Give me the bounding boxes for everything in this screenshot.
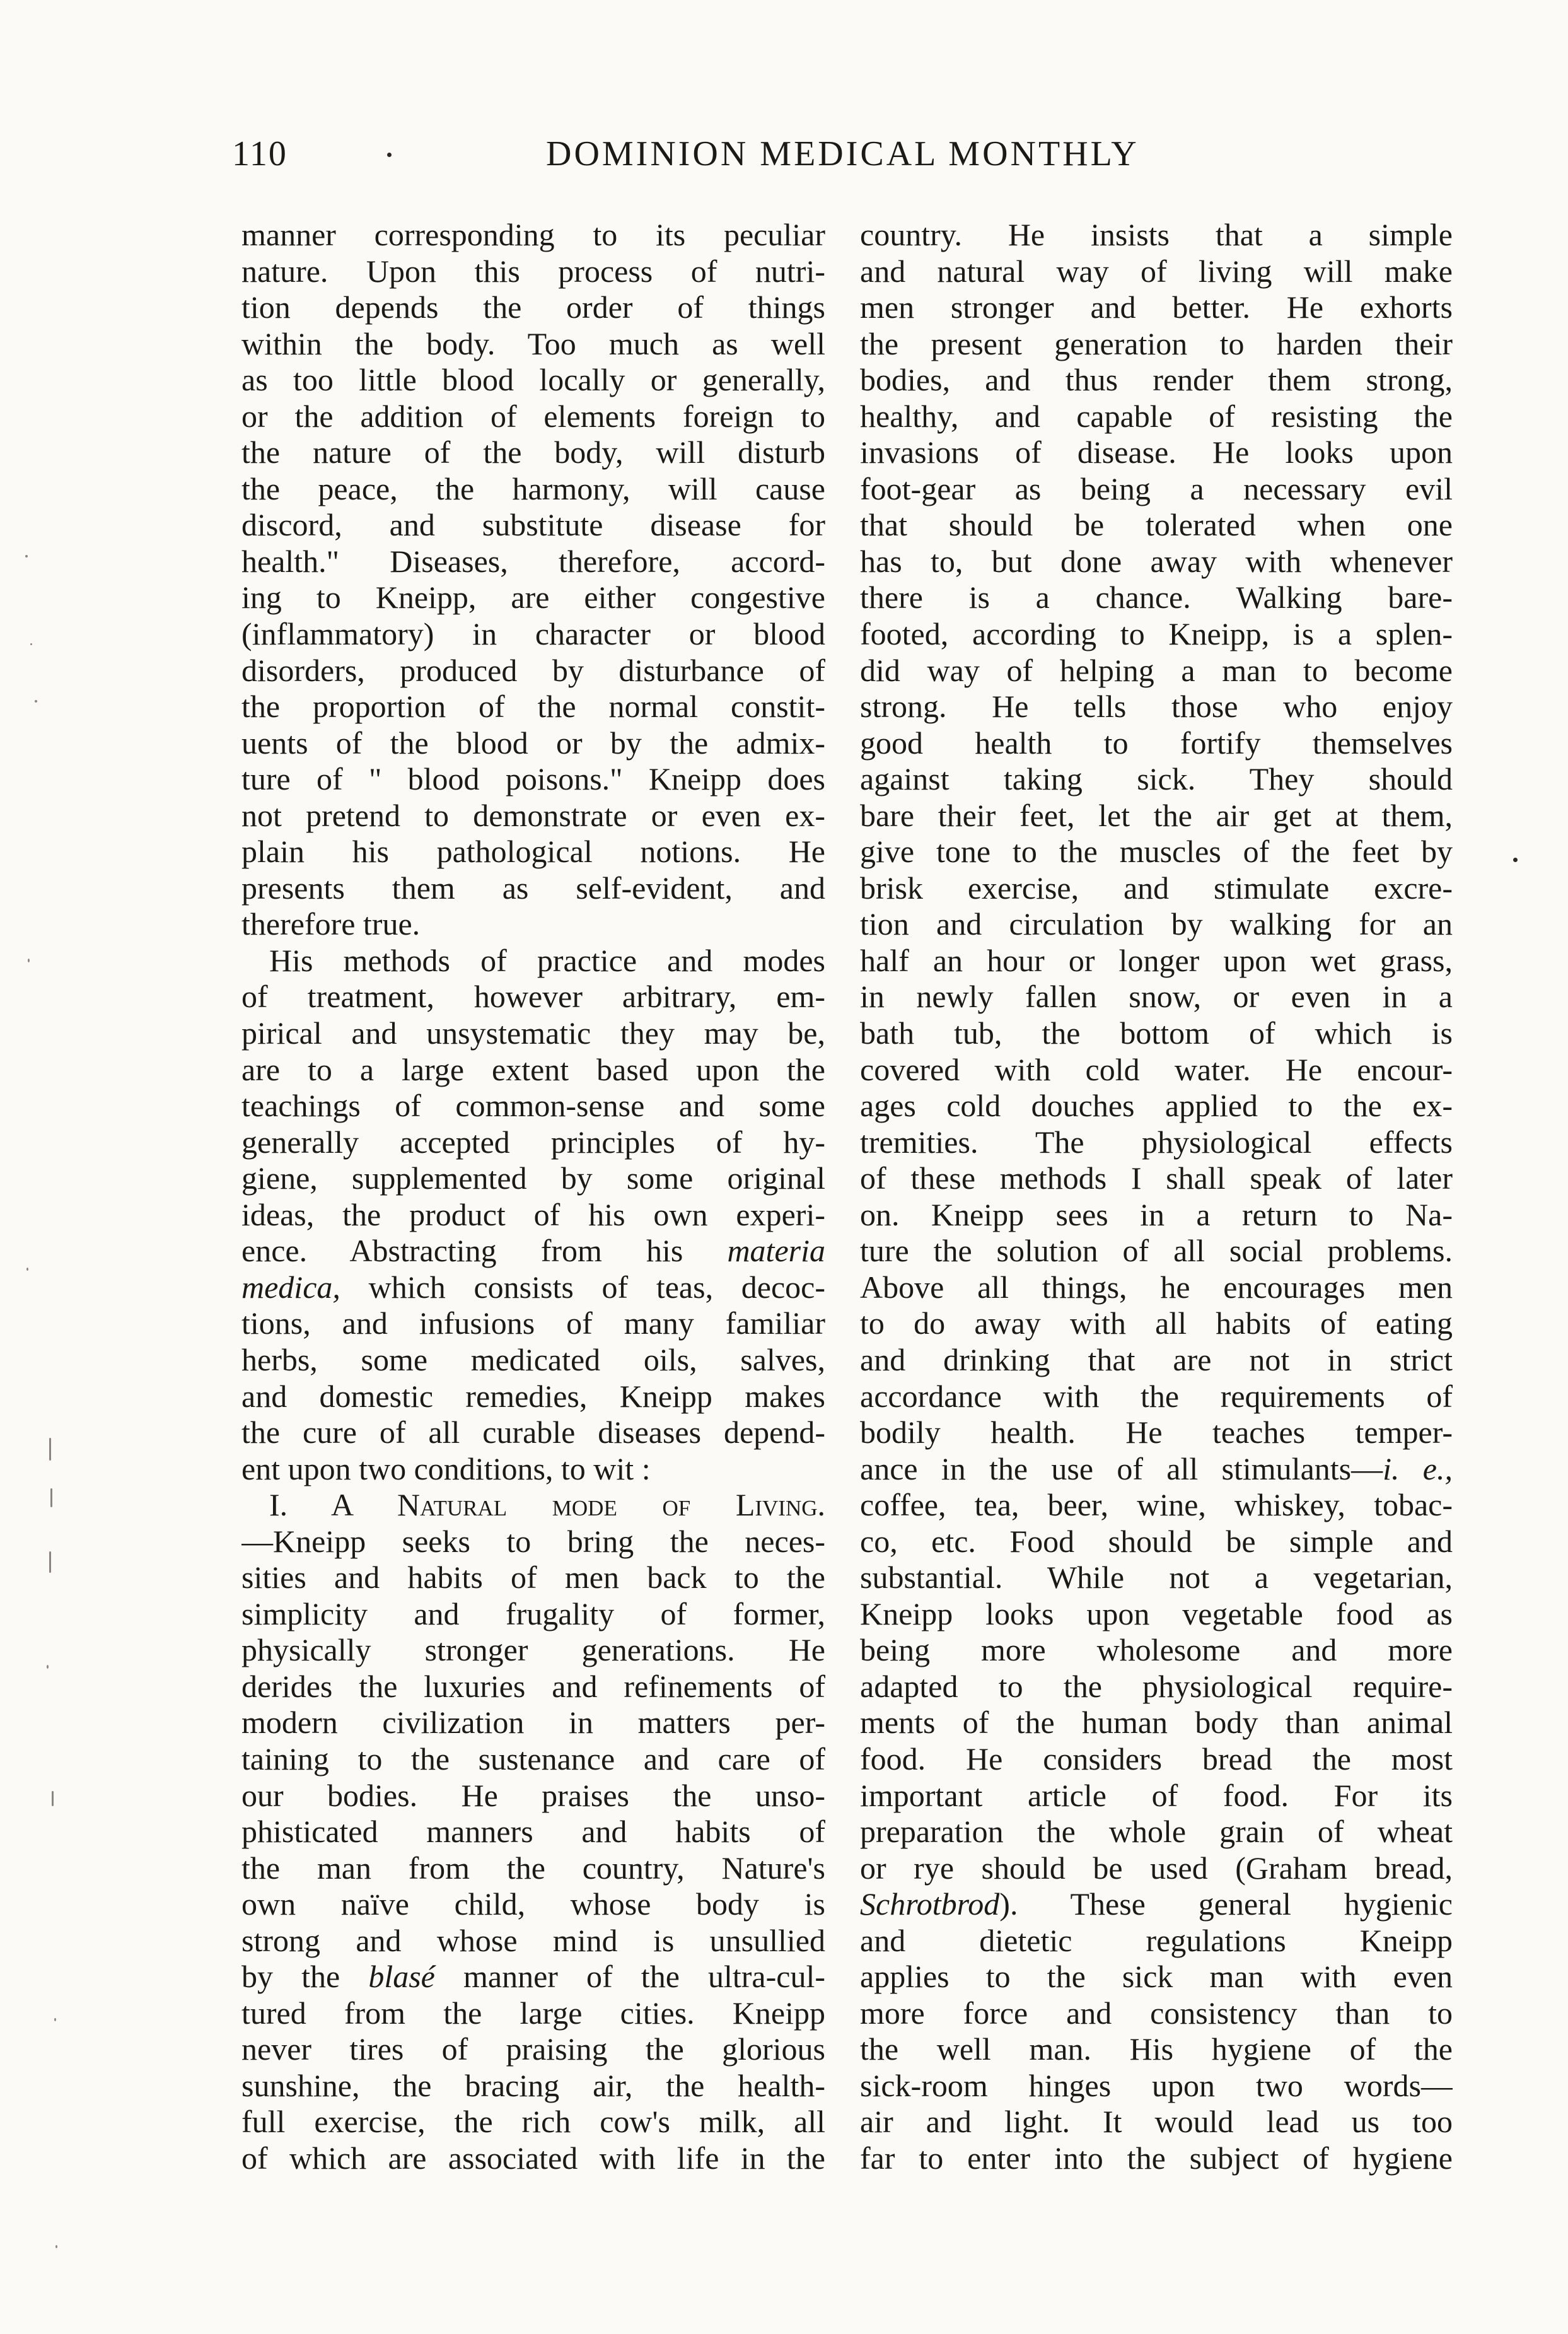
text-line: uents of the blood or by the admix- bbox=[241, 725, 825, 761]
text-line: footed, according to Kneipp, is a splen- bbox=[860, 616, 1453, 652]
text-line: giene, supplemented by some original bbox=[241, 1160, 825, 1196]
text-line: disorders, produced by disturbance of bbox=[241, 652, 825, 688]
text-line: presents them as self-evident, and bbox=[241, 870, 825, 906]
text-line: ance in the use of all stimulants—i. e., bbox=[860, 1450, 1453, 1486]
text-line: good health to fortify themselves bbox=[860, 725, 1453, 761]
text-line: discord, and substitute disease for bbox=[241, 507, 825, 543]
right-column bbox=[860, 217, 1453, 2177]
text-line: the cure of all curable diseases depend- bbox=[241, 1415, 825, 1450]
text-line: —Kneipp seeks to bring the neces- bbox=[241, 1523, 825, 1559]
speck bbox=[49, 1551, 51, 1573]
text-line: our bodies. He praises the unso- bbox=[241, 1777, 825, 1813]
text-line: there is a chance. Walking bare- bbox=[860, 580, 1453, 616]
text-line: ent upon two conditions, to wit : bbox=[241, 1450, 651, 1486]
text-line: tured from the large cities. Kneipp bbox=[241, 1995, 825, 2031]
text-line: or rye should be used (Graham bread, bbox=[860, 1850, 1453, 1886]
text-line: the well man. His hygiene of the bbox=[860, 2031, 1453, 2067]
text-line: ture the solution of all social problems. bbox=[860, 1233, 1453, 1269]
text-line: the nature of the body, will disturb bbox=[241, 435, 825, 470]
text-line: strong and whose mind is unsullied bbox=[241, 1922, 825, 1958]
text-line: sities and habits of men back to the bbox=[241, 1560, 825, 1596]
text-line: tion depends the order of things bbox=[241, 289, 825, 325]
text-line: being more wholesome and more bbox=[860, 1632, 1453, 1668]
text-line: co, etc. Food should be simple and bbox=[860, 1523, 1453, 1559]
stray-mark bbox=[1513, 858, 1518, 862]
text-line: ages cold douches applied to the ex- bbox=[860, 1088, 1453, 1124]
text-line: Schrotbrod). These general hygienic bbox=[860, 1886, 1453, 1922]
text-line: on. Kneipp sees in a return to Na- bbox=[860, 1196, 1453, 1232]
text-line: substantial. While not a vegetarian, bbox=[860, 1560, 1453, 1596]
text-line: therefore true. bbox=[241, 906, 421, 942]
text-line: and drinking that are not in strict bbox=[860, 1341, 1453, 1377]
text-line: the present generation to harden their bbox=[860, 325, 1453, 361]
text-line: (inflammatory) in character or blood bbox=[241, 616, 825, 652]
text-line: or the addition of elements foreign to bbox=[241, 398, 825, 434]
text-line: taining to the sustenance and care of bbox=[241, 1741, 825, 1777]
text-line: ence. Abstracting from his materia bbox=[241, 1233, 825, 1269]
text-line: covered with cold water. He encour- bbox=[860, 1051, 1453, 1087]
ornament-dot bbox=[387, 153, 392, 157]
text-line: never tires of praising the glorious bbox=[241, 2031, 825, 2067]
text-line: has to, but done away with whenever bbox=[860, 543, 1453, 579]
text-line: important article of food. For its bbox=[860, 1777, 1453, 1813]
text-line: as too little blood locally or generally, bbox=[241, 362, 825, 398]
text-line: I. A Natural mode of Living. bbox=[269, 1487, 825, 1523]
text-line: more force and consistency than to bbox=[860, 1995, 1453, 2031]
text-line: give tone to the muscles of the feet by bbox=[860, 834, 1453, 870]
text-line: medica, which consists of teas, decoc- bbox=[241, 1269, 825, 1305]
text-line: tions, and infusions of many familiar bbox=[241, 1305, 825, 1341]
text-line: are to a large extent based upon the bbox=[241, 1051, 825, 1087]
text-line: His methods of practice and modes bbox=[269, 942, 825, 978]
text-line: simplicity and frugality of former, bbox=[241, 1596, 825, 1631]
text-line: health." Diseases, therefore, accord- bbox=[241, 543, 825, 579]
speck bbox=[28, 959, 30, 962]
text-line: bodies, and thus render them strong, bbox=[860, 362, 1453, 398]
speck bbox=[47, 1665, 49, 1669]
page-number: 110 bbox=[232, 134, 287, 173]
text-line: teachings of common-sense and some bbox=[241, 1088, 825, 1124]
text-line: healthy, and capable of resisting the bbox=[860, 398, 1453, 434]
text-line: in newly fallen snow, or even in a bbox=[860, 979, 1453, 1015]
text-line: modern civilization in matters per- bbox=[241, 1705, 825, 1741]
text-line: that should be tolerated when one bbox=[860, 507, 1453, 543]
text-line: the peace, the harmony, will cause bbox=[241, 470, 825, 506]
text-line: men stronger and better. He exhorts bbox=[860, 289, 1453, 325]
text-line: and dietetic regulations Kneipp bbox=[860, 1922, 1453, 1958]
text-line: derides the luxuries and refinements of bbox=[241, 1668, 825, 1704]
text-line: of which are associated with life in the bbox=[241, 2140, 825, 2176]
text-line: the proportion of the normal constit- bbox=[241, 689, 825, 725]
text-line: ments of the human body than animal bbox=[860, 1705, 1453, 1741]
speck bbox=[26, 1268, 28, 1271]
text-line: preparation the whole grain of wheat bbox=[860, 1814, 1453, 1850]
text-line: the man from the country, Nature's bbox=[241, 1850, 825, 1886]
text-line: invasions of disease. He looks upon bbox=[860, 435, 1453, 470]
speck bbox=[25, 555, 28, 557]
text-line: manner corresponding to its peculiar bbox=[241, 217, 825, 252]
text-line: generally accepted principles of hy- bbox=[241, 1124, 825, 1160]
text-line: bath tub, the bottom of which is bbox=[860, 1015, 1453, 1051]
text-line: tion and circulation by walking for an bbox=[860, 906, 1453, 942]
speck bbox=[54, 2018, 56, 2021]
text-line: against taking sick. They should bbox=[860, 761, 1453, 797]
text-line: ing to Kneipp, are either congestive bbox=[241, 580, 825, 616]
speck bbox=[52, 1791, 54, 1806]
text-line: phisticated manners and habits of bbox=[241, 1814, 825, 1850]
running-head bbox=[0, 134, 1568, 190]
text-line: food. He considers bread the most bbox=[860, 1741, 1453, 1777]
speck bbox=[35, 700, 37, 703]
text-line: plain his pathological notions. He bbox=[241, 834, 825, 870]
text-line: herbs, some medicated oils, salves, bbox=[241, 1341, 825, 1377]
left-column bbox=[241, 217, 825, 2177]
text-line: own naïve child, whose body is bbox=[241, 1886, 825, 1922]
text-line: accordance with the requirements of bbox=[860, 1378, 1453, 1414]
text-line: of these methods I shall speak of later bbox=[860, 1160, 1453, 1196]
text-line: within the body. Too much as well bbox=[241, 325, 825, 361]
text-line: foot-gear as being a necessary evil bbox=[860, 470, 1453, 506]
text-line: applies to the sick man with even bbox=[860, 1959, 1453, 1995]
speck bbox=[49, 1438, 51, 1461]
text-line: of treatment, however arbitrary, em- bbox=[241, 979, 825, 1015]
speck bbox=[55, 2245, 57, 2248]
text-line: and domestic remedies, Kneipp makes bbox=[241, 1378, 825, 1414]
text-line: bodily health. He teaches temper- bbox=[860, 1415, 1453, 1450]
journal-title: DOMINION MEDICAL MONTHLY bbox=[546, 134, 1139, 173]
speck bbox=[50, 1488, 52, 1507]
text-line: tremities. The physiological effects bbox=[860, 1124, 1453, 1160]
text-line: bare their feet, let the air get at them, bbox=[860, 797, 1453, 833]
margin-specks bbox=[0, 0, 76, 2334]
text-line: Above all things, he encourages men bbox=[860, 1269, 1453, 1305]
text-line: sunshine, the bracing air, the health- bbox=[241, 2067, 825, 2103]
text-line: brisk exercise, and stimulate excre- bbox=[860, 870, 1453, 906]
text-line: pirical and unsystematic they may be, bbox=[241, 1015, 825, 1051]
text-line: by the blasé manner of the ultra-cul- bbox=[241, 1959, 825, 1995]
text-line: adapted to the physiological require- bbox=[860, 1668, 1453, 1704]
text-line: ideas, the product of his own experi- bbox=[241, 1196, 825, 1232]
text-line: half an hour or longer upon wet grass, bbox=[860, 942, 1453, 978]
text-line: nature. Upon this process of nutri- bbox=[241, 253, 825, 289]
text-line: ture of " blood poisons." Kneipp does bbox=[241, 761, 825, 797]
text-line: not pretend to demonstrate or even ex- bbox=[241, 797, 825, 833]
speck bbox=[30, 643, 32, 645]
text-line: to do away with all habits of eating bbox=[860, 1305, 1453, 1341]
text-line: country. He insists that a simple bbox=[860, 217, 1453, 252]
text-line: air and light. It would lead us too bbox=[860, 2104, 1453, 2140]
text-line: coffee, tea, beer, wine, whiskey, tobac- bbox=[860, 1487, 1453, 1523]
text-line: far to enter into the subject of hygiene bbox=[860, 2140, 1453, 2176]
text-line: physically stronger generations. He bbox=[241, 1632, 825, 1668]
text-line: did way of helping a man to become bbox=[860, 652, 1453, 688]
text-line: sick-room hinges upon two words— bbox=[860, 2067, 1453, 2103]
text-line: and natural way of living will make bbox=[860, 253, 1453, 289]
text-line: strong. He tells those who enjoy bbox=[860, 689, 1453, 725]
text-line: full exercise, the rich cow's milk, all bbox=[241, 2104, 825, 2140]
text-line: Kneipp looks upon vegetable food as bbox=[860, 1596, 1453, 1631]
